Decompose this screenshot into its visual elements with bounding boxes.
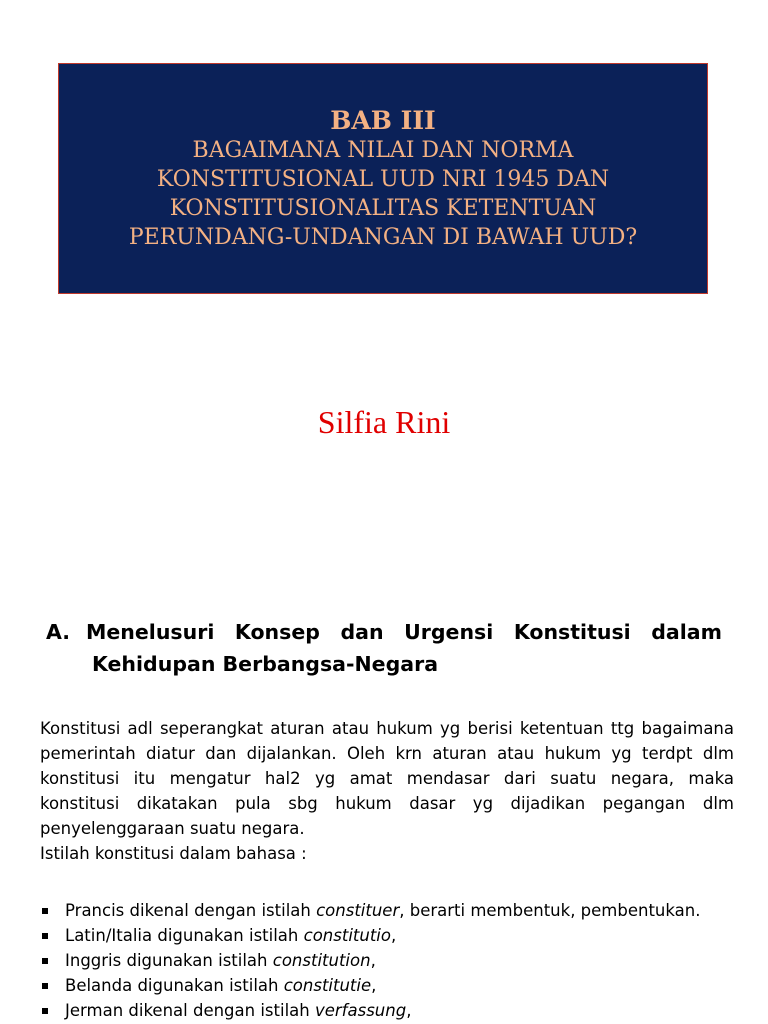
list-item xyxy=(40,998,740,1023)
bullet-term: constitution xyxy=(272,951,371,970)
bullet-text: Prancis dikenal dengan istilah xyxy=(65,901,317,920)
term-list xyxy=(40,898,740,1023)
paragraph-line: penyelenggaraan suatu negara. xyxy=(40,819,305,838)
bullet-text: , xyxy=(371,976,377,995)
list-item xyxy=(40,948,740,973)
bullet-text: Jerman dikenal dengan istilah xyxy=(65,1001,315,1020)
chapter-label: BAB III xyxy=(330,105,436,135)
list-item xyxy=(40,923,740,948)
bullet-square-icon xyxy=(42,983,48,989)
definition-paragraph xyxy=(40,716,734,866)
list-item xyxy=(40,898,740,923)
chapter-title-line: PERUNDANG-UNDANGAN DI BAWAH UUD? xyxy=(128,224,638,250)
title-box xyxy=(58,63,708,294)
chapter-title-line: KONSTITUSIONALITAS KETENTUAN xyxy=(169,195,597,221)
bullet-term: constitutie xyxy=(283,976,372,995)
bullet-text: , xyxy=(406,1001,412,1020)
bullet-square-icon xyxy=(42,958,48,964)
paragraph-line: konstitusi dikatakan pula sbg hukum dasar yg dijadikan pegangan dlm xyxy=(40,794,734,813)
chapter-title-line: BAGAIMANA NILAI DAN NORMA xyxy=(192,137,574,163)
section-heading xyxy=(46,616,722,680)
bullet-square-icon xyxy=(42,1008,48,1014)
paragraph-line: Istilah konstitusi dalam bahasa : xyxy=(40,844,307,863)
bullet-square-icon xyxy=(42,908,48,914)
bullet-term: verfassung xyxy=(314,1001,407,1020)
list-item xyxy=(40,973,740,998)
bullet-text: , xyxy=(390,926,397,945)
chapter-title-line: KONSTITUSIONAL UUD NRI 1945 DAN xyxy=(156,166,610,192)
section-marker: A. xyxy=(46,620,71,644)
bullet-square-icon xyxy=(42,933,48,939)
author-name: Silfia Rini xyxy=(317,404,451,440)
bullet-text: Belanda digunakan istilah xyxy=(65,976,284,995)
paragraph-line: konstitusi itu mengatur hal2 yg amat mendasar dari suatu negara, maka xyxy=(40,769,734,788)
bullet-text: Latin/Italia digunakan istilah xyxy=(65,926,304,945)
bullet-term: constituer xyxy=(316,901,400,920)
section-heading-line2: Kehidupan Berbangsa-Negara xyxy=(92,652,439,676)
paragraph-line: pemerintah diatur dan dijalankan. Oleh krn aturan atau hukum yg terdpt dlm xyxy=(40,744,734,763)
bullet-text: , berarti membentuk, pembentukan. xyxy=(399,901,701,920)
paragraph-line: Konstitusi adl seperangkat aturan atau hukum yg berisi ketentuan ttg bagaimana xyxy=(40,719,734,738)
section-heading-line1: Menelusuri Konsep dan Urgensi Konstitusi dalam xyxy=(86,620,722,644)
bullet-text: Inggris digunakan istilah xyxy=(65,951,273,970)
bullet-term: constitutio xyxy=(303,926,391,945)
bullet-text: , xyxy=(370,951,376,970)
